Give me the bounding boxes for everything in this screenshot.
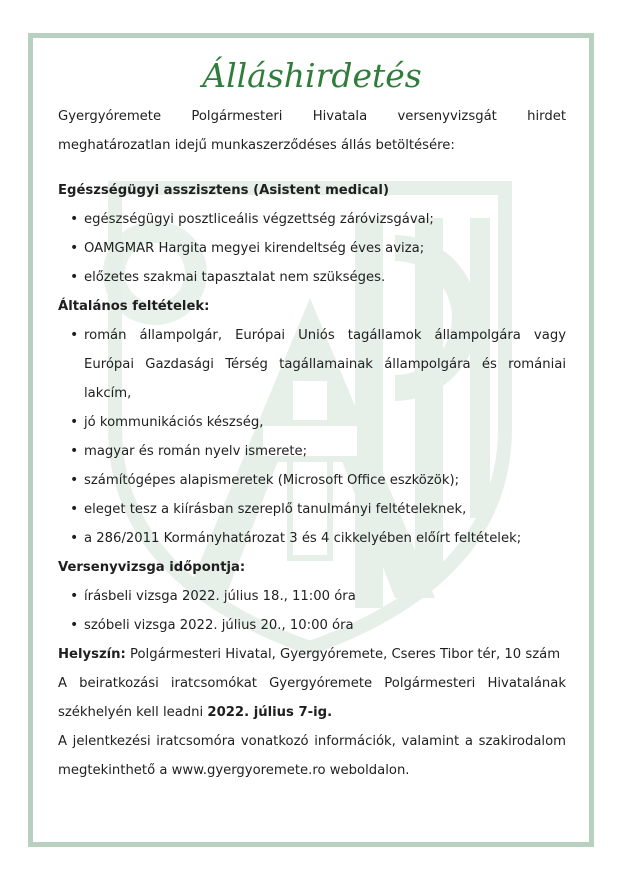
list-item: • írásbeli vizsga 2022. július 18., 11:00 óra	[58, 582, 566, 611]
list-item: • szóbeli vizsga 2022. július 20., 10:00 óra	[58, 611, 566, 640]
list-item: • jó kommunikációs készség,	[58, 408, 566, 437]
spacer	[58, 160, 566, 176]
exam-dates-list	[58, 582, 566, 640]
position-requirements-list	[58, 205, 566, 292]
intro-paragraph: Gyergyóremete Polgármesteri Hivatala versenyvizsgát hirdet meghatározatlan idejű munkaszerződéses állás betöltésére:	[58, 109, 566, 153]
location-text: Polgármesteri Hivatal, Gyergyóremete, Cseres Tibor tér, 10 szám	[125, 647, 561, 662]
submission-paragraph	[58, 669, 566, 727]
position-heading: Egészségügyi asszisztens (Asistent medical)	[58, 183, 389, 198]
page-title: Álláshirdetés	[202, 56, 422, 95]
exam-date-heading: Versenyvizsga időpontja:	[58, 560, 246, 575]
submission-deadline: 2022. július 7-ig.	[207, 705, 333, 720]
list-item: • magyar és román nyelv ismerete;	[58, 437, 566, 466]
list-item: • OAMGMAR Hargita megyei kirendeltség éves aviza;	[58, 234, 566, 263]
list-item: • előzetes szakmai tapasztalat nem szükséges.	[58, 263, 566, 292]
general-conditions-list	[58, 321, 566, 553]
list-item: • számítógépes alapismeretek (Microsoft Office eszközök);	[58, 466, 566, 495]
location-line	[58, 640, 566, 669]
location-label: Helyszín:	[58, 647, 126, 662]
list-item: • a 286/2011 Kormányhatározat 3 és 4 cikkelyében előírt feltételek;	[58, 524, 566, 553]
list-item: • eleget tesz a kiírásban szereplő tanulmányi feltételeknek,	[58, 495, 566, 524]
general-conditions-heading: Általános feltételek:	[58, 299, 210, 314]
list-item: • román állampolgár, Európai Uniós tagállamok állampolgára vagy Európai Gazdasági Térség tagállamainak állampolgára és romániai lakcím,	[58, 321, 566, 408]
announcement-body	[58, 48, 566, 785]
list-item: • egészségügyi posztliceális végzettség záróvizsgával;	[58, 205, 566, 234]
submission-text: A beiratkozási iratcsomókat Gyergyóremete Polgármesteri Hivatalának székhelyén kell leadni	[58, 676, 566, 720]
info-paragraph: A jelentkezési iratcsomóra vonatkozó információk, valamint a szakirodalom megtekinthető a www.gyergyoremete.ro weboldalon.	[58, 734, 566, 778]
